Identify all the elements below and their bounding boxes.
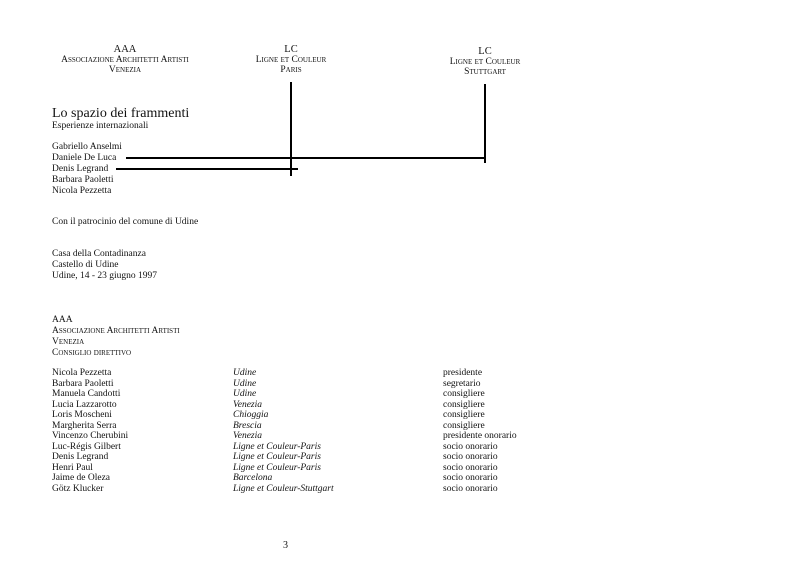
header-lc-paris — [236, 45, 346, 75]
page-subtitle: Esperienze internazionali — [52, 121, 149, 131]
board-place: Barcelona — [233, 473, 273, 483]
participant-item: Denis Legrand — [52, 164, 109, 174]
board-name: Jaime de Oleza — [52, 473, 111, 483]
venue-line-1: Casa della Contadinanza — [52, 249, 146, 259]
participant-item: Gabriello Anselmi — [52, 142, 122, 152]
participants-list — [52, 142, 122, 197]
board-role: socio onorario — [443, 462, 498, 473]
board-place: Ligne et Couleur-Paris — [233, 452, 321, 462]
board-role: segretario — [443, 378, 481, 389]
board-place: Chioggia — [233, 410, 269, 420]
board-role: presidente onorario — [443, 431, 517, 441]
connector-paris-vertical — [290, 82, 292, 176]
header-lc-paris-code: LC — [284, 44, 298, 55]
board-name: Margherita Serra — [52, 420, 117, 431]
board-place: Ligne et Couleur-Stuttgart — [233, 483, 334, 494]
board-role: socio onorario — [443, 483, 498, 494]
board-name: Manuela Candotti — [52, 389, 121, 399]
board-name: Lucia Lazzarotto — [52, 399, 117, 410]
connector-stuttgart-vertical — [484, 84, 486, 163]
board-place: Udine — [233, 389, 257, 399]
venue-line-2: Castello di Udine — [52, 260, 119, 270]
header-lc-stuttgart-code: LC — [478, 46, 492, 57]
board-header-code: AAA — [52, 315, 73, 325]
board-name: Luc-Régis Gilbert — [52, 441, 121, 452]
header-lc-paris-line2: Paris — [280, 65, 302, 75]
board-place: Ligne et Couleur-Paris — [233, 441, 321, 452]
patronage-text: Con il patrocinio del comune di Udine — [52, 217, 199, 227]
board-role: consigliere — [443, 399, 485, 410]
board-place: Venezia — [233, 399, 263, 410]
board-place: Venezia — [233, 431, 263, 441]
header-lc-stuttgart — [430, 47, 540, 77]
board-name: Henri Paul — [52, 462, 93, 473]
board-header-line3: Consiglio direttivo — [52, 348, 132, 358]
board-name: Barbara Paoletti — [52, 378, 114, 389]
board-header-line2: Venezia — [52, 337, 85, 347]
participant-item: Barbara Paoletti — [52, 175, 114, 185]
header-aaa-line2: Venezia — [108, 65, 142, 75]
page-title: Lo spazio dei frammenti — [52, 106, 190, 121]
header-lc-paris-line1: Ligne et Couleur — [255, 55, 327, 65]
board-header — [52, 315, 180, 359]
board-role: consigliere — [443, 389, 485, 399]
participant-item: Nicola Pezzetta — [52, 186, 112, 196]
board-role: consigliere — [443, 410, 485, 420]
board-header-line1: Associazione Architetti Artisti — [52, 326, 180, 336]
venue-block — [52, 249, 157, 282]
board-name: Vincenzo Cherubini — [52, 431, 129, 441]
connector-deluca-horizontal — [126, 157, 486, 159]
venue-line-3: Udine, 14 - 23 giugno 1997 — [52, 271, 158, 281]
participant-item: Daniele De Luca — [52, 153, 117, 163]
board-name: Denis Legrand — [52, 452, 109, 462]
connector-legrand-horizontal — [116, 168, 298, 170]
header-aaa-line1: Associazione Architetti Artisti — [61, 55, 189, 65]
board-role: consigliere — [443, 420, 485, 431]
board-role: socio onorario — [443, 452, 498, 462]
board-name: Nicola Pezzetta — [52, 368, 112, 378]
header-lc-stuttgart-line1: Ligne et Couleur — [449, 57, 521, 67]
page-number: 3 — [283, 540, 288, 551]
board-role: socio onorario — [443, 441, 498, 452]
board-name: Götz Klucker — [52, 483, 104, 494]
board-place: Udine — [233, 368, 257, 378]
board-role: socio onorario — [443, 473, 498, 483]
board-place: Udine — [233, 378, 257, 389]
header-aaa-code: AAA — [113, 44, 137, 55]
board-role: presidente — [443, 368, 483, 378]
board-place: Ligne et Couleur-Paris — [233, 462, 321, 473]
header-lc-stuttgart-line2: Stuttgart — [464, 67, 506, 77]
header-aaa — [40, 45, 210, 75]
board-place: Brescia — [233, 420, 262, 431]
board-name: Loris Moscheni — [52, 410, 112, 420]
